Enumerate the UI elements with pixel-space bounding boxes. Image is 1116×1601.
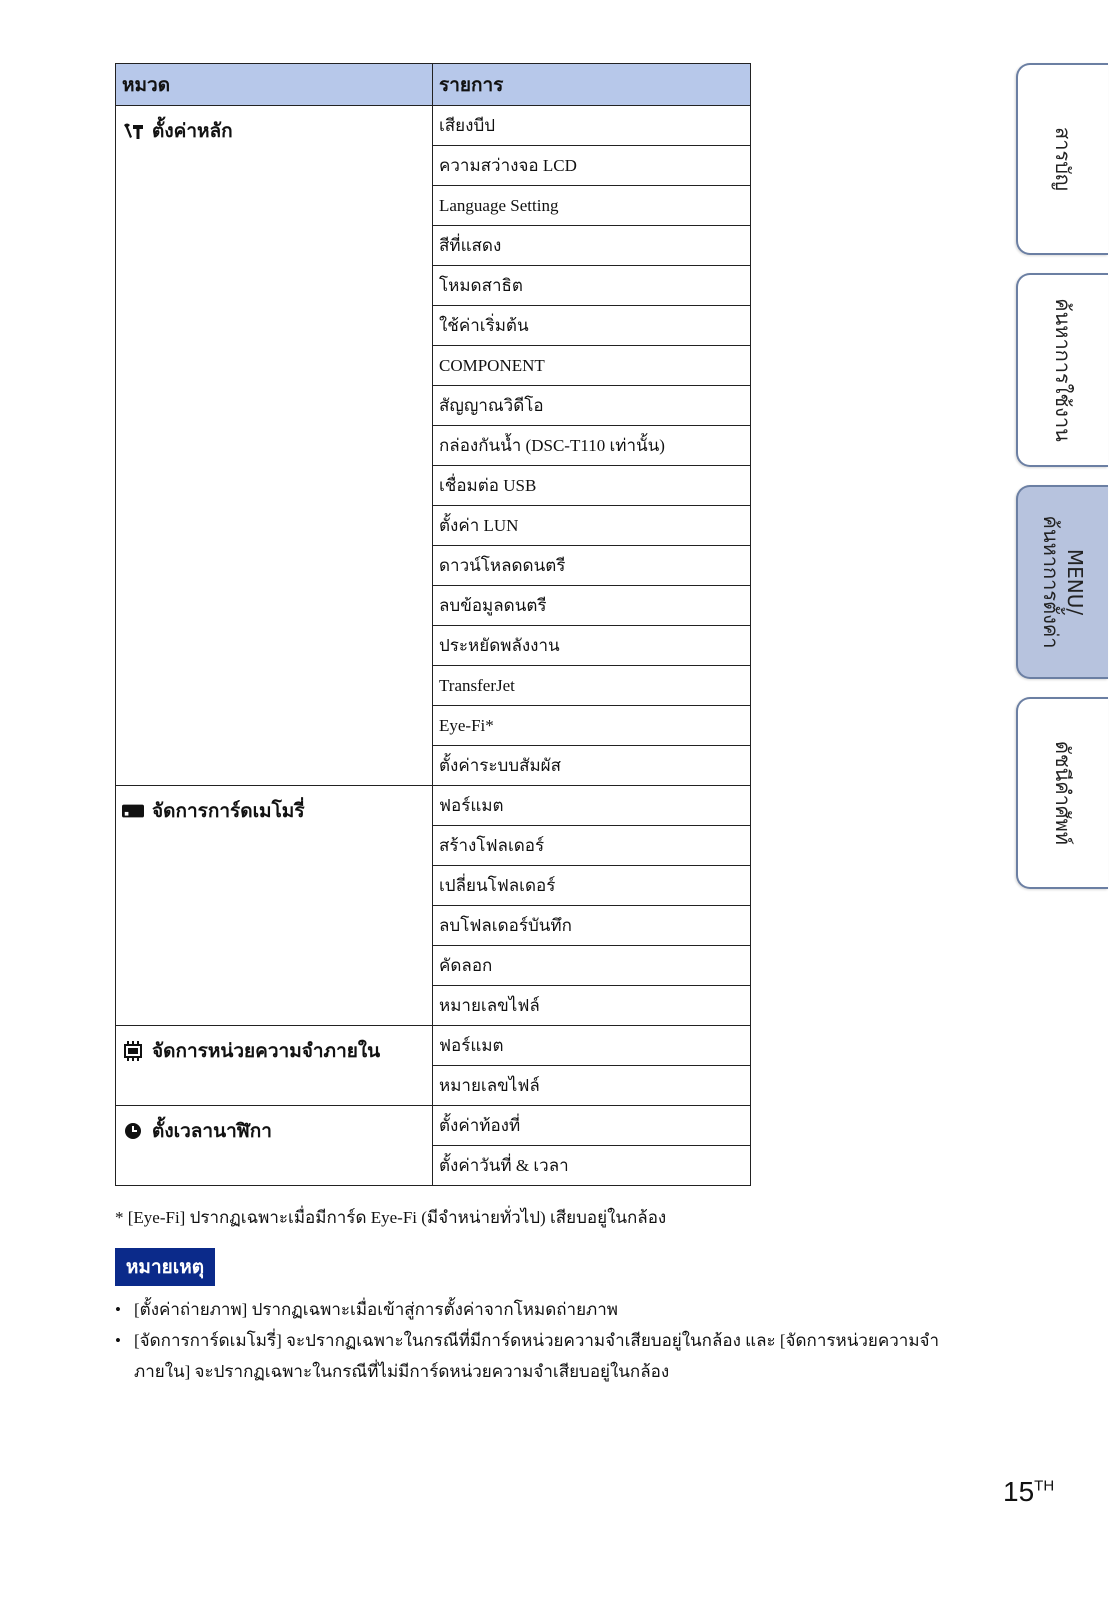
category-label: จัดการหน่วยความจำภายใน (152, 1040, 381, 1062)
category-cell (116, 786, 433, 1026)
note-badge: หมายเหตุ (115, 1248, 215, 1286)
menu-item-cell: สัญญาณวิดีโอ (433, 386, 751, 426)
side-tab-contents[interactable] (1016, 63, 1108, 255)
category-cell (116, 1026, 433, 1106)
menu-item-cell: ลบข้อมูลดนตรี (433, 586, 751, 626)
menu-item-cell: ฟอร์แมต (433, 1026, 751, 1066)
menu-item-cell: ตั้งค่าระบบสัมผัส (433, 746, 751, 786)
note-item: • [ตั้งค่าถ่ายภาพ] ปรากฏเฉพาะเมื่อเข้าสู่การตั้งค่าจากโหมดถ่ายภาพ (115, 1294, 995, 1325)
eye-fi-footnote: * [Eye-Fi] ปรากฏเฉพาะเมื่อมีการ์ด Eye-Fi (มีจำหน่ายทั่วไป) เสียบอยู่ในกล้อง (115, 1208, 667, 1227)
category-cell (116, 1106, 433, 1186)
menu-item-cell: โหมดสาธิต (433, 266, 751, 306)
category-label: จัดการการ์ดเมโมรี่ (152, 800, 305, 822)
category-label-group (122, 116, 426, 146)
menu-item-cell: เชื่อมต่อ USB (433, 466, 751, 506)
category-label-group (122, 1116, 426, 1146)
notes-list (115, 1294, 995, 1387)
table-body (116, 106, 751, 1186)
category-label-group (122, 796, 426, 826)
column-header-item: รายการ (433, 64, 751, 106)
side-tab-index[interactable] (1016, 697, 1108, 889)
side-tab-menu-settings-search[interactable] (1016, 485, 1108, 679)
page-number (1003, 1476, 1054, 1508)
menu-item-cell: ความสว่างจอ LCD (433, 146, 751, 186)
menu-item-cell: ประหยัดพลังงาน (433, 626, 751, 666)
menu-item-cell: ตั้งค่า LUN (433, 506, 751, 546)
note-item: • [จัดการการ์ดเมโมรี่] จะปรากฏเฉพาะในกรณีที่มีการ์ดหน่วยความจำเสียบอยู่ในกล้อง และ [จัดการหน่วยความจำภายใน] จะปรากฏเฉพาะในกรณีที่ไม่มีการ์ดหน่วยความจำเสียบอยู่ในกล้อง (115, 1325, 995, 1387)
clock-icon (122, 1120, 144, 1142)
menu-item-cell: Language Setting (433, 186, 751, 226)
menu-item-cell: ฟอร์แมต (433, 786, 751, 826)
page-number-suffix: TH (1034, 1477, 1055, 1495)
side-tab-operation-search[interactable] (1016, 273, 1108, 467)
category-label: ตั้งเวลานาฬิกา (152, 1120, 272, 1142)
menu-settings-table (115, 63, 751, 1186)
menu-item-cell: สร้างโฟลเดอร์ (433, 826, 751, 866)
category-label-group (122, 1036, 426, 1066)
table-row (116, 786, 751, 826)
menu-item-cell: เปลี่ยนโฟลเดอร์ (433, 866, 751, 906)
menu-item-cell: COMPONENT (433, 346, 751, 386)
column-header-category: หมวด (116, 64, 433, 106)
table-row (116, 106, 751, 146)
table-row (116, 1106, 751, 1146)
table-row (116, 1026, 751, 1066)
side-tab-label: ค้นหาการใช้งาน (1051, 298, 1075, 442)
menu-item-cell: หมายเลขไฟล์ (433, 1066, 751, 1106)
menu-item-cell: หมายเลขไฟล์ (433, 986, 751, 1026)
side-tab-label: ดัชนีคำศัพท์ (1051, 741, 1075, 845)
menu-item-cell: ตั้งค่าวันที่ & เวลา (433, 1146, 751, 1186)
category-cell (116, 106, 433, 786)
menu-item-cell: ลบโฟลเดอร์บันทึก (433, 906, 751, 946)
menu-item-cell: ตั้งค่าท้องที่ (433, 1106, 751, 1146)
table-header-row (116, 64, 751, 106)
menu-item-cell: คัดลอก (433, 946, 751, 986)
menu-item-cell: สีที่แสดง (433, 226, 751, 266)
side-tab-label: สารบัญ (1051, 127, 1075, 191)
side-tab-label: MENU/ ค้นหาการตั้งค่า (1039, 515, 1087, 649)
menu-item-cell: ใช้ค่าเริ่มต้น (433, 306, 751, 346)
internal-memory-chip-icon (122, 1040, 144, 1062)
memory-card-icon (122, 800, 144, 822)
page-number-value: 15 (1003, 1476, 1035, 1507)
category-label: ตั้งค่าหลัก (152, 120, 233, 142)
menu-item-cell: ดาวน์โหลดดนตรี (433, 546, 751, 586)
menu-item-cell: TransferJet (433, 666, 751, 706)
menu-item-cell: เสียงบีป (433, 106, 751, 146)
menu-item-cell: Eye-Fi* (433, 706, 751, 746)
wrench-hammer-icon (122, 120, 144, 142)
menu-item-cell: กล่องกันน้ำ (DSC-T110 เท่านั้น) (433, 426, 751, 466)
